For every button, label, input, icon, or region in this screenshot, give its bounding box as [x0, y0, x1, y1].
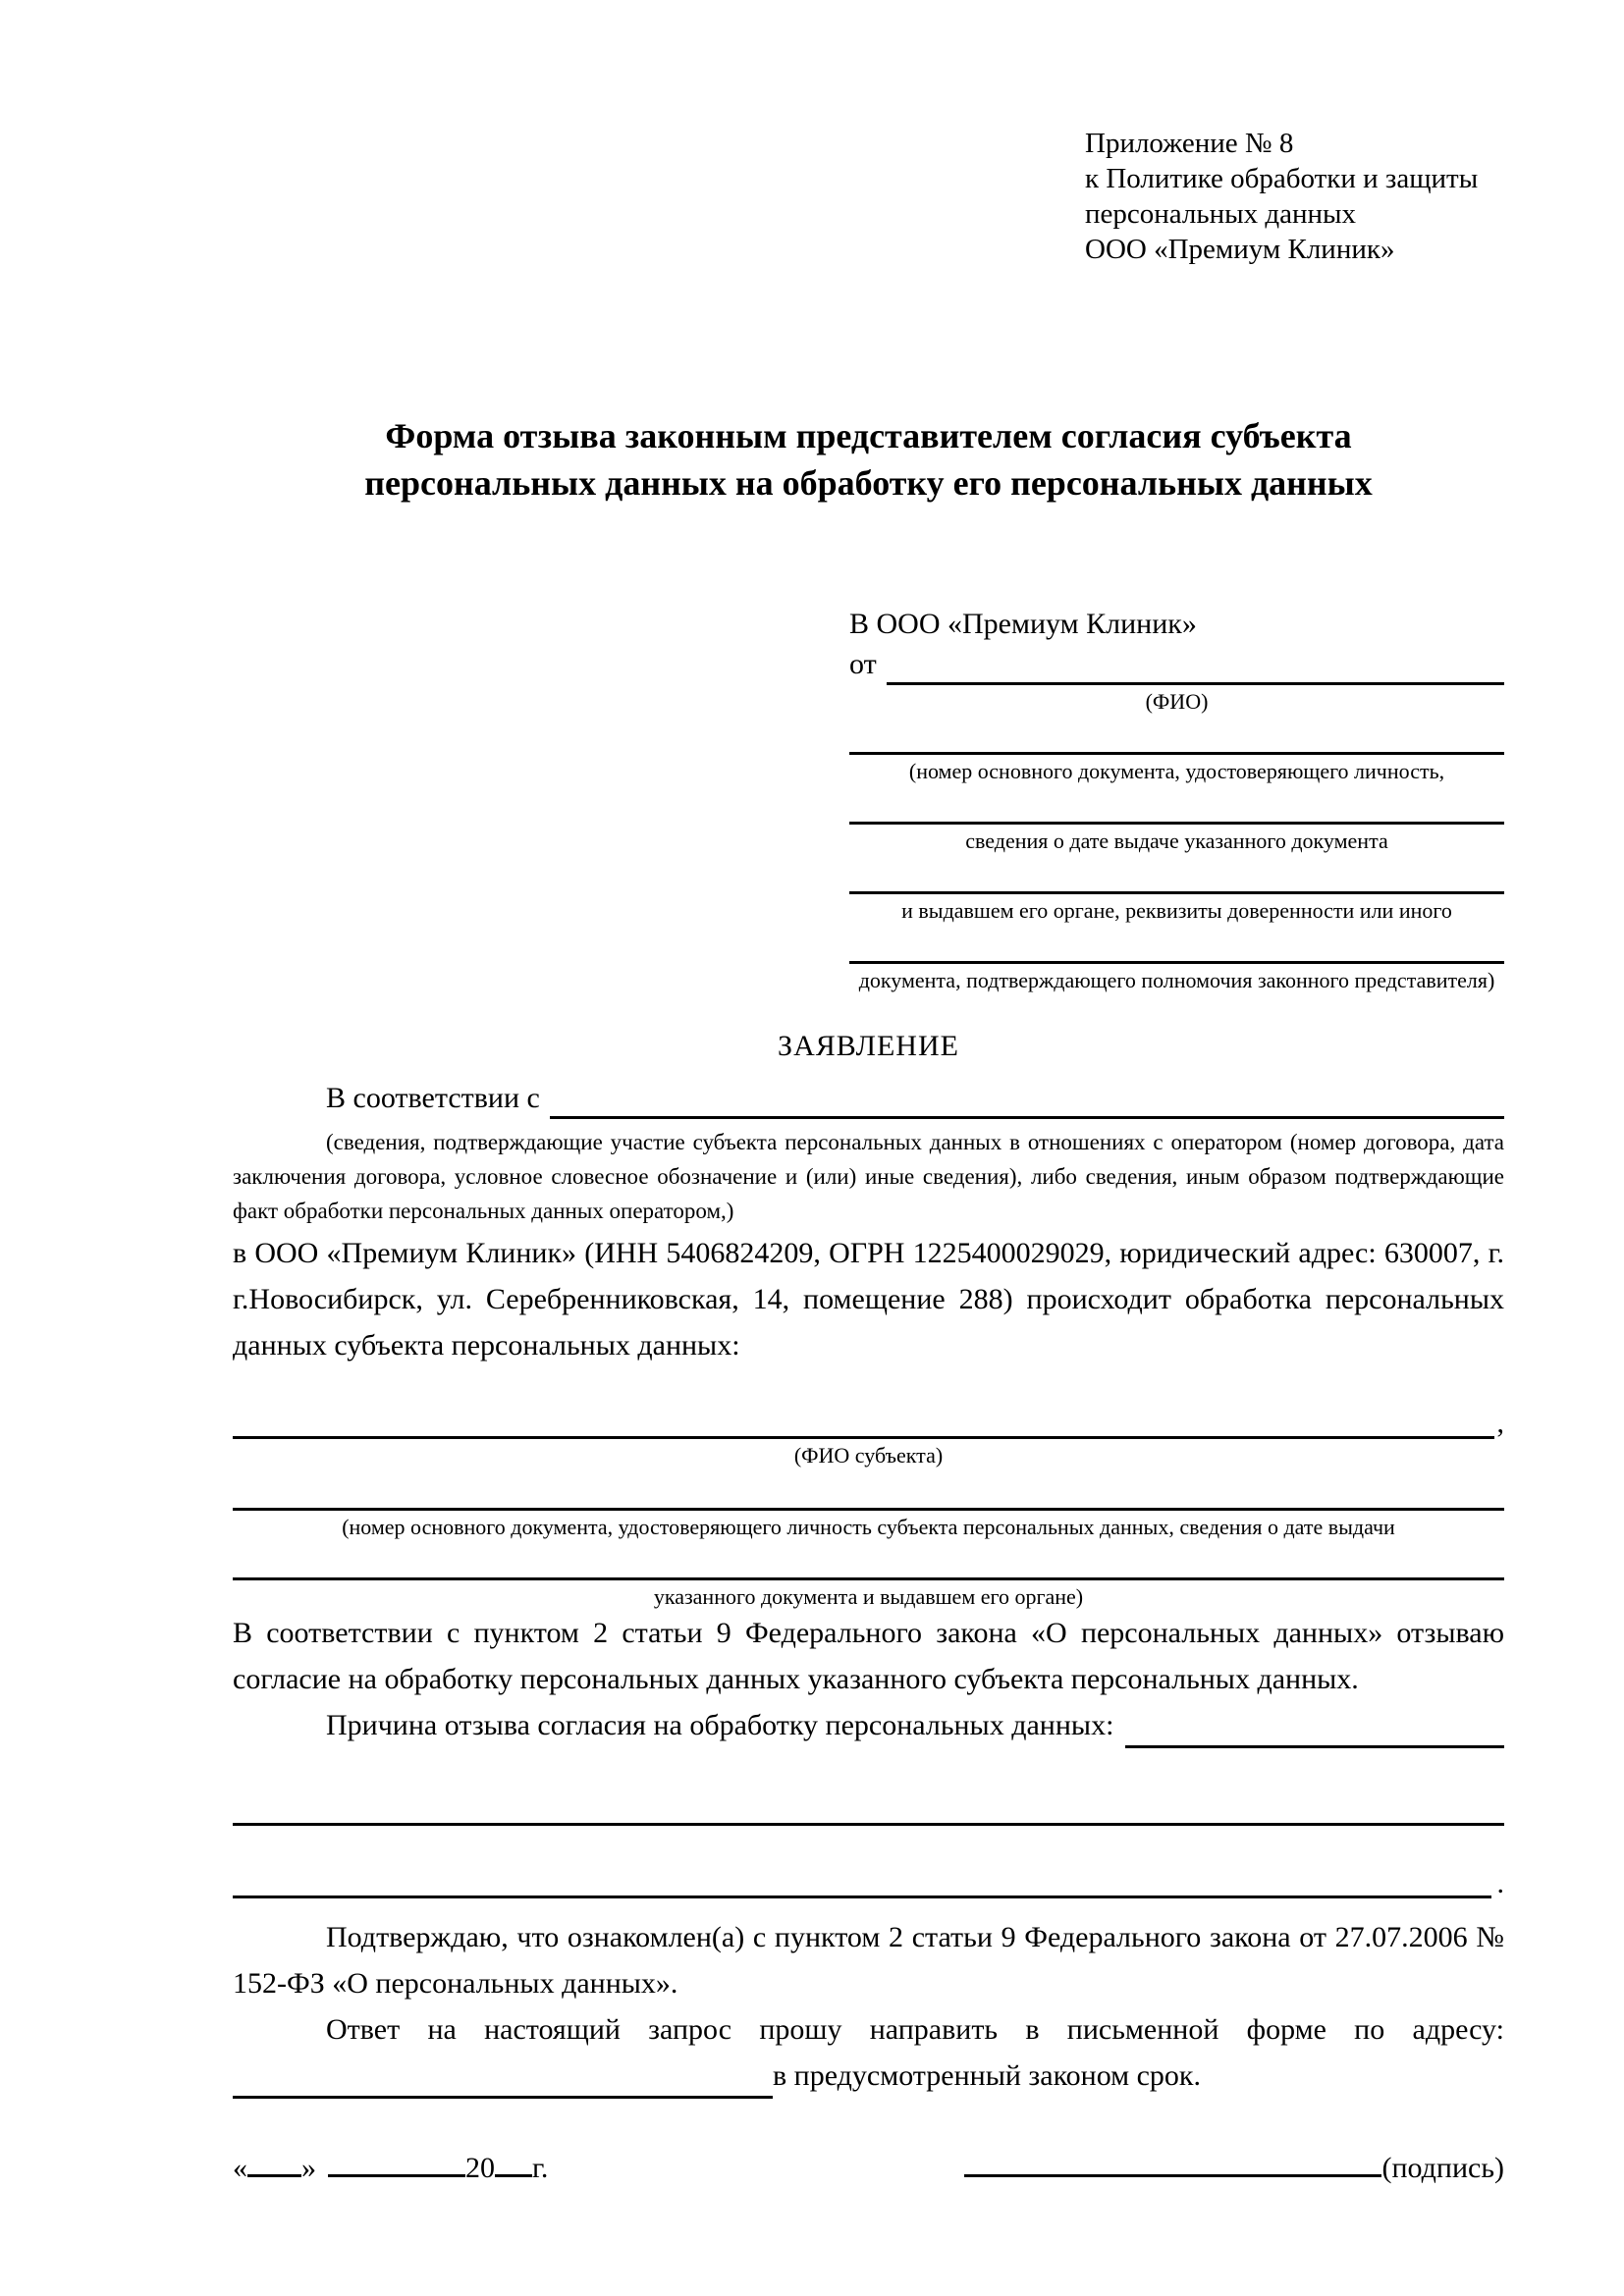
representative-doc-blank-line-1	[849, 752, 1504, 755]
subject-fio-comma: ,	[1496, 1407, 1504, 1439]
subject-fio-line	[233, 1408, 1504, 1439]
appendix-note-line: персональных данных	[1085, 198, 1357, 230]
response-address-line	[233, 2053, 1504, 2099]
basis-caption: (сведения, подтверждающие участие субъекта персональных данных в отношениях с оператором (номер договора, дата заключения договора, условное словесное обозначение и (или) иные сведения), либо сведения, иным образом подтверждающие факт обработки персональных данных оператором,)	[233, 1130, 1504, 1223]
date-day-blank	[247, 2171, 301, 2177]
appendix-note-line: к Политике обработки и защиты	[1085, 163, 1479, 194]
reason-blank-line-2	[233, 1896, 1491, 1898]
appendix-note-line: ООО «Премиум Клиник»	[1085, 234, 1395, 265]
representative-doc-caption-3: и выдавшем его органе, реквизиты доверенности или иного	[901, 898, 1452, 923]
response-request-suffix: в предусмотренный законом срок.	[773, 2059, 1201, 2092]
reason-blank-line-short	[1125, 1745, 1504, 1748]
response-request-line: Ответ на настоящий запрос прошу направить в письменной форме по адресу:	[326, 2013, 1504, 2046]
appendix-note	[1085, 126, 1504, 267]
fio-caption: (ФИО)	[1145, 689, 1209, 714]
date-quote-close: »	[301, 2152, 316, 2184]
reason-blank-line-2-row	[233, 1869, 1504, 1898]
subject-fio-blank-line	[233, 1436, 1494, 1439]
representative-doc-blank-line-3	[849, 891, 1504, 894]
representative-doc-blank-line-4	[849, 961, 1504, 964]
document-title-line-2: персональных данных на обработку его персональных данных	[364, 463, 1373, 503]
basis-prefix: В соответствии с	[326, 1082, 540, 1114]
from-label: от	[849, 648, 877, 680]
subject-doc-caption-1: (номер основного документа, удостоверяющего личность субъекта персональных данных, сведения о дате выдачи	[342, 1515, 1395, 1539]
operator-paragraph: в ООО «Премиум Клиник» (ИНН 5406824209, ОГРН 1225400029029, юридический адрес: 630007, г. г.Новосибирск, ул. Серебренниковская, 14, помещение 288) происходит обработка персональных данных субъекта персональных данных:	[233, 1237, 1504, 1362]
recipient-organization: В ООО «Премиум Клиник»	[849, 608, 1197, 640]
date-year-blank	[495, 2171, 532, 2177]
representative-doc-blank-line-2	[849, 822, 1504, 825]
subject-doc-caption-2: указанного документа и выдавшем его органе)	[653, 1584, 1084, 1609]
date-line	[233, 2152, 548, 2185]
reason-prefix: Причина отзыва согласия на обработку персональных данных:	[326, 1709, 1114, 1741]
date-year-suffix: г.	[532, 2152, 549, 2184]
reason-period: .	[1496, 1867, 1504, 1899]
subject-fio-caption: (ФИО субъекта)	[793, 1443, 944, 1468]
response-address-blank-line	[233, 2096, 773, 2099]
representative-doc-caption-2: сведения о дате выдаче указанного документа	[965, 828, 1388, 853]
representative-doc-caption-4: документа, подтверждающего полномочия законного представителя)	[858, 968, 1495, 992]
statement-heading: ЗАЯВЛЕНИЕ	[778, 1030, 959, 1062]
appendix-note-line: Приложение № 8	[1085, 128, 1294, 159]
reason-line	[233, 1702, 1504, 1748]
date-year-prefix: 20	[465, 2152, 495, 2184]
representative-doc-caption-1: (номер основного документа, удостоверяющего личность,	[908, 759, 1445, 783]
signature-caption: (подпись)	[1381, 2152, 1504, 2184]
addressee-block	[849, 605, 1504, 993]
date-quote-open: «	[233, 2152, 247, 2184]
reason-blank-line-1	[233, 1823, 1504, 1826]
document-title	[233, 412, 1504, 507]
from-line	[849, 644, 1504, 685]
subject-doc-blank-line-2	[233, 1577, 1504, 1580]
signature-line	[964, 2152, 1504, 2185]
signature-blank-line	[964, 2171, 1381, 2177]
acknowledgment-paragraph: Подтверждаю, что ознакомлен(а) с пунктом 2 статьи 9 Федерального закона от 27.07.2006 № 152-ФЗ «О персональных данных».	[233, 1921, 1504, 2000]
document-title-line-1: Форма отзыва законным представителем согласия субъекта	[385, 416, 1352, 455]
basis-line	[233, 1078, 1504, 1119]
withdrawal-paragraph: В соответствии с пунктом 2 статьи 9 Федерального закона «О персональных данных» отзываю согласие на обработку персональных данных указанного субъекта персональных данных.	[233, 1617, 1504, 1695]
subject-doc-blank-line-1	[233, 1508, 1504, 1511]
date-month-blank	[328, 2171, 465, 2177]
date-signature-row	[233, 2152, 1504, 2185]
from-blank-line	[887, 682, 1504, 685]
basis-blank-line	[550, 1116, 1504, 1119]
